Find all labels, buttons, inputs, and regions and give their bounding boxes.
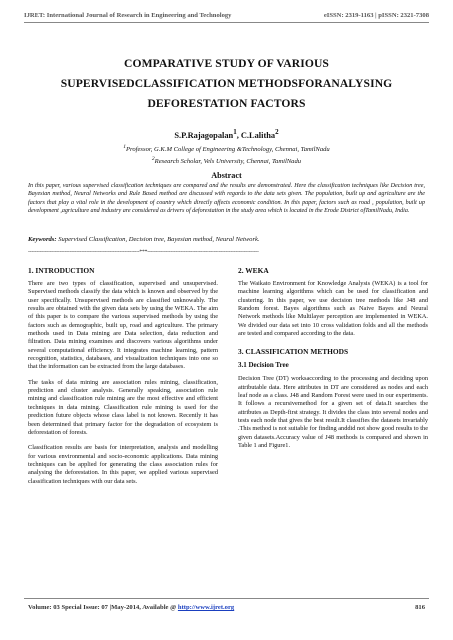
introduction-heading: 1. INTRODUCTION bbox=[28, 266, 95, 275]
affiliation-1 bbox=[20, 143, 433, 155]
footer-volume bbox=[28, 604, 234, 611]
keywords-label: Keywords: bbox=[28, 236, 57, 243]
keywords-text: Supervised Classification, Decision tree, Bayesian method, Neural Network. bbox=[56, 236, 260, 243]
left-column bbox=[28, 266, 218, 493]
intro-paragraph-2: The tasks of data mining are association rules mining, classification, prediction and cluster analysis. Generally speaking, association rule mining and classification rule mining are the most effective and efficient techniques in data mining. Classification rule mining is used for the prediction future objects whose class label is not known. Recently it has been determined that primary factor for the degradation of ecosystem is deforestation of forests. bbox=[28, 378, 218, 436]
weka-paragraph: The Waikato Environment for Knowledge Analysis (WEKA) is a tool for machine learning algorithms which can be used for classification and clustering. In this paper, we use decision tree methods like J48 and Random forest. Bayes algorithms such as Naive Bayes and Neural Network methods like Multilayer perception are implemented in WEKA. We divided our data set into 10 cross validation folds and all the methods are tested and compared according to the data. bbox=[238, 280, 428, 338]
title-line-1: COMPARATIVE STUDY OF VARIOUS bbox=[124, 57, 329, 70]
paper-title bbox=[20, 54, 433, 114]
page-number: 816 bbox=[415, 604, 425, 611]
abstract-text: In this paper, various supervised classification techniques are compared and the results are demonstrated. Here the classification techniques like Decision tree, Bayesian method, Neural Networks and Rule Based method are discussed with regards to the data sets given. The population, built up and agriculture are the factors that play a vital role in the development of country which directly affects economic condition. In this paper, factors such as road , population, built up development ,agriculture and industry are considered as drivers of deforestation in the study area which is located in the Erode District ofTamilNadu, India. bbox=[28, 183, 425, 215]
journal-name: IJRET: International Journal of Research in Engineering and Technology bbox=[24, 12, 232, 19]
title-line-3: DEFORESTATION FACTORS bbox=[147, 97, 306, 110]
author-1-sup: 1 bbox=[233, 128, 237, 136]
section-divider: -------------------------------------------------------------------***------------------------------------------------------------------- bbox=[28, 249, 259, 255]
right-column bbox=[238, 266, 428, 458]
keywords bbox=[28, 236, 425, 243]
running-header bbox=[24, 12, 429, 19]
author-1: S.P.Rajagopalan bbox=[174, 130, 234, 140]
author-2: C.Lalitha bbox=[240, 130, 276, 140]
classification-methods-heading: 3. CLASSIFICATION METHODS bbox=[238, 347, 349, 357]
footer-rule bbox=[24, 598, 429, 599]
header-rule bbox=[24, 22, 429, 23]
affiliation-2-sup: 2 bbox=[151, 155, 155, 162]
author-2-sup: 2 bbox=[275, 128, 279, 136]
weka-heading: 2. WEKA bbox=[238, 266, 269, 275]
affiliation-1-text: Professor, G.K.M College of Engineering &Technology, Chennai, TamilNadu bbox=[126, 146, 330, 154]
title-line-2: SUPERVISEDCLASSIFICATION METHODSFORANALYSING bbox=[60, 77, 393, 90]
volume-text: Volume: 03 Special Issue: 07 |May-2014, Available @ bbox=[28, 604, 178, 611]
decision-tree-paragraph: Decision Tree (DT) worksaccording to the processing and deciding upon attributable data. Here attributes in DT are considered as nodes and each leaf node as a class. J48 and Random Forest were used in our experiments. It follows a recursivemethod for a given set of data.It searches the attributes as Depth-first strategy. It divides the class into several nodes and tests each node that gives the best result.It classifies the datasets invariably .This method is not suitable for finding anddid not show good results to the given datasets.Accuracy value of J48 methods is compared and shown in Table 1 and Figure1. bbox=[238, 375, 428, 450]
abstract-heading: Abstract bbox=[211, 171, 242, 180]
author-separator: , bbox=[236, 130, 241, 140]
affiliation-1-sup: 1 bbox=[123, 144, 127, 150]
journal-link[interactable]: http://www.ijret.org bbox=[177, 604, 235, 611]
decision-tree-subheading: 3.1 Decision Tree bbox=[238, 361, 289, 370]
affiliation-2-text: Research Scholar, Vels University, Chennai, TamilNadu bbox=[154, 157, 302, 165]
intro-paragraph-1: There are two types of classification, supervised and unsupervised. Supervised methods classify the data which is known and observed by the user specifically. Unsupervised methods are classified unknowably. The results are obtained with the given data sets by using the WEKA. The aim of this paper is to compare the various supervised methods by using the factors such as demographic, built up, road and agriculture. The primary methods used in Data mining are Data selection, data reduction and filtration. Data mining examines and discovers various algorithms under several computational efficiency. It integrates machine learning, pattern recognition, statistics, databases, and visualization techniques into one so that the information can be extracted from the large databases. bbox=[28, 280, 218, 371]
intro-paragraph-3: Classification results are basis for interpretation, analysis and modelling for various environmental and socio-economic applications. Data mining techniques can be applied for generating the class association rules for analysing the deforestation. In this paper, we applied various supervised classification techniques with our data sets. bbox=[28, 444, 218, 485]
issn-info: eISSN: 2319-1163 | pISSN: 2321-7308 bbox=[323, 12, 429, 19]
affiliation-2 bbox=[20, 155, 433, 167]
affiliations bbox=[20, 143, 433, 166]
author-list bbox=[20, 128, 433, 140]
running-footer bbox=[28, 604, 425, 611]
